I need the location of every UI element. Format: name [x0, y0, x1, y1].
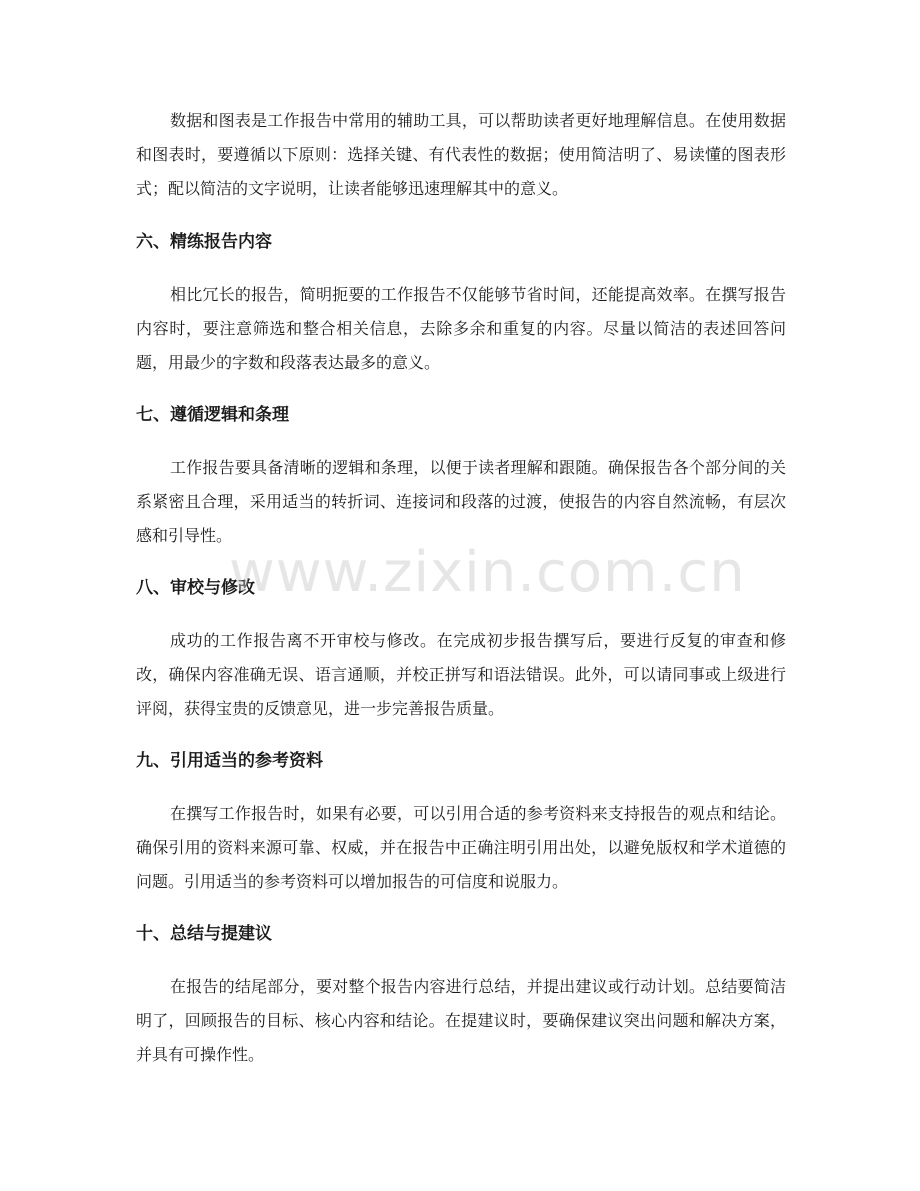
section-paragraph: 相比冗长的报告，简明扼要的工作报告不仅能够节省时间，还能提高效率。在撰写报告内容时，要注意筛选和整合相关信息，去除多余和重复的内容。尽量以简洁的表述回答问题，用最少的字数和段落表达最多的意义。: [136, 285, 786, 372]
section-title: 七、遵循逻辑和条理: [136, 405, 289, 425]
watermark-text: www.zixin.com.cn: [229, 540, 746, 605]
section-title: 六、精练报告内容: [136, 232, 272, 252]
section-body-8: [136, 624, 786, 726]
intro-block: [136, 104, 786, 206]
section-body-7: [136, 451, 786, 553]
section-paragraph: 成功的工作报告离不开审校与修改。在完成初步报告撰写后，要进行反复的审查和修改，确保内容准确无误、语言通顺，并校正拼写和语法错误。此外，可以请同事或上级进行评阅，获得宝贵的反馈意见，进一步完善报告质量。: [136, 631, 786, 718]
section-title: 十、总结与提建议: [136, 924, 272, 944]
intro-paragraph: 数据和图表是工作报告中常用的辅助工具，可以帮助读者更好地理解信息。在使用数据和图表时，要遵循以下原则：选择关键、有代表性的数据；使用简洁明了、易读懂的图表形式；配以简洁的文字说明，让读者能够迅速理解其中的意义。: [136, 111, 786, 198]
section-heading-10: [136, 922, 786, 946]
section-body-10: [136, 970, 786, 1072]
section-heading-7: [136, 403, 786, 427]
section-title: 九、引用适当的参考资料: [136, 751, 323, 771]
section-heading-9: [136, 749, 786, 773]
section-title: 八、审校与修改: [136, 578, 255, 598]
section-paragraph: 工作报告要具备清晰的逻辑和条理，以便于读者理解和跟随。确保报告各个部分间的关系紧密且合理，采用适当的转折词、连接词和段落的过渡，使报告的内容自然流畅，有层次感和引导性。: [136, 458, 786, 545]
section-paragraph: 在报告的结尾部分，要对整个报告内容进行总结，并提出建议或行动计划。总结要简洁明了，回顾报告的目标、核心内容和结论。在提建议时，要确保建议突出问题和解决方案，并具有可操作性。: [136, 977, 786, 1064]
section-paragraph: 在撰写工作报告时，如果有必要，可以引用合适的参考资料来支持报告的观点和结论。确保引用的资料来源可靠、权威，并在报告中正确注明引用出处，以避免版权和学术道德的问题。引用适当的参考资料可以增加报告的可信度和说服力。: [136, 804, 786, 891]
section-heading-8: [136, 576, 786, 600]
section-body-6: [136, 278, 786, 380]
section-heading-6: [136, 230, 786, 254]
section-body-9: [136, 797, 786, 899]
